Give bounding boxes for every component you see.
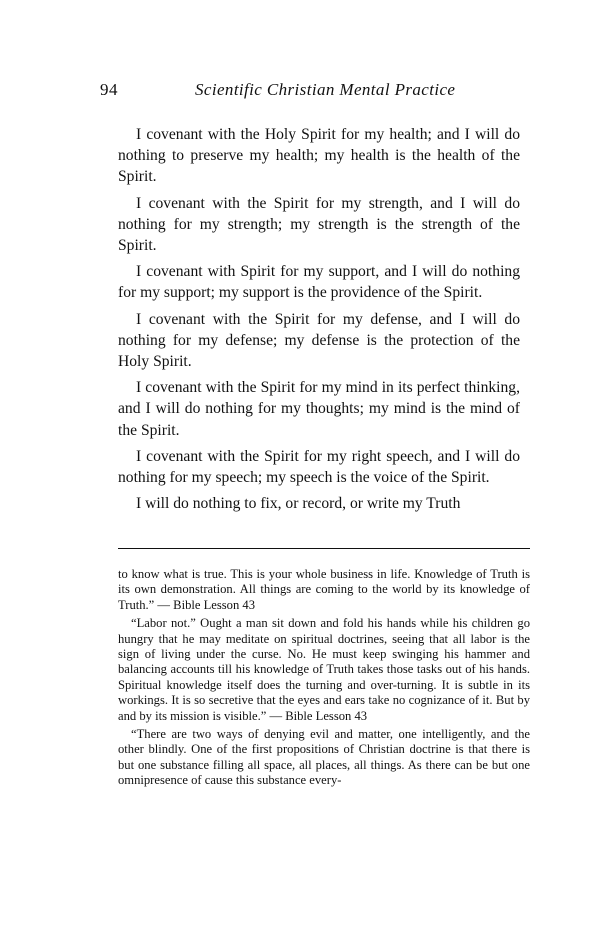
paragraph: I covenant with the Spirit for my right speech, and I will do nothing for my speech; my speech is the voice of the Spirit. <box>118 447 520 487</box>
footnotes <box>118 567 530 792</box>
footnote-paragraph: “Labor not.” Ought a man sit down and fold his hands while his children go hungry that he may meditate on spiritual doctrines, seeing that all labor is the sign of living under the curse. No. He must keep swinging his hammer and balancing accounts till his knowledge of Truth takes those tasks out of his hands. Spiritual knowledge itself does the turning and over-turning. It is subtle in its workings. It is so secretive that the eyes and ears take no cognizance of it. But by and by its mission is visible.” — Bible Lesson 43 <box>118 616 530 723</box>
paragraph: I covenant with the Holy Spirit for my health; and I will do nothing to preserve my health; my health is the health of the Spirit. <box>118 126 520 186</box>
running-title: Scientific Christian Mental Practice <box>195 80 456 99</box>
paragraph: I covenant with the Spirit for my mind in its perfect thinking, and I will do nothing for my thoughts; my mind is the mind of the Spirit. <box>118 379 520 439</box>
paragraph: I will do nothing to fix, or record, or write my Truth <box>136 495 461 513</box>
page-header <box>100 80 520 104</box>
paragraph: I covenant with the Spirit for my strength, and I will do nothing for my strength; my strength is the strength of the Spirit. <box>118 194 520 255</box>
main-text <box>118 124 520 519</box>
page-number: 94 <box>100 80 118 99</box>
paragraph: I covenant with Spirit for my support, and I will do nothing for my support; my support is the providence of the Spirit. <box>118 263 520 302</box>
footnote-paragraph: to know what is true. This is your whole business in life. Knowledge of Truth is its own demonstration. All things are coming to the world by its knowledge of Truth.” — Bible Lesson 43 <box>118 567 530 612</box>
footnote-paragraph: “There are two ways of denying evil and matter, one intelligently, and the other blindly. One of the first propositions of Christian doctrine is that there is but one substance filling all space, all places, all things. As there can be but one omnipresence of cause this substance every- <box>118 727 530 788</box>
footnote-divider <box>118 548 530 549</box>
paragraph: I covenant with the Spirit for my defense, and I will do nothing for my defense; my defense is the protection of the Holy Spirit. <box>118 310 520 371</box>
